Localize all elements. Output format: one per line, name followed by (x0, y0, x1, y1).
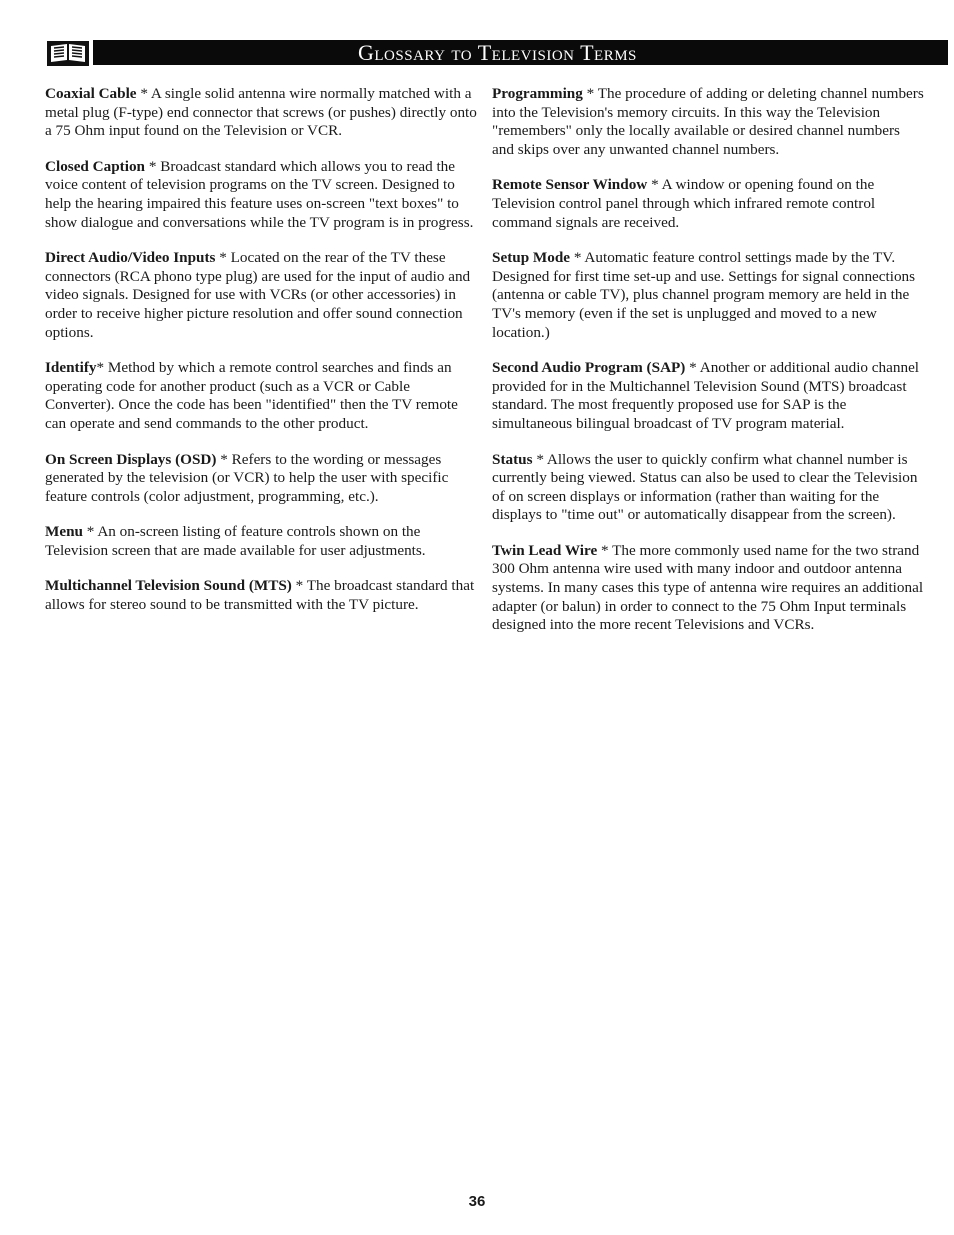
glossary-entry (45, 577, 477, 614)
glossary-definition: * The more commonly used name for the two strand 300 Ohm antenna wire used with many indoor and outdoor antenna systems. In many cases this type of antenna wire requires an additional adapter (or balun) in order to connect to the 75 Ohm Input terminals designed into the more recent Televisions and VCRs. (492, 541, 924, 634)
glossary-entry (492, 359, 924, 433)
glossary-term: Status (492, 450, 533, 468)
page-title: Glossary to Television Terms (358, 39, 637, 65)
glossary-definition: * A window or opening found on the Television control panel through which infrared remote control command signals are received. (492, 176, 876, 231)
page-header (45, 38, 948, 68)
glossary-entry (492, 249, 924, 342)
right-column (492, 85, 924, 652)
glossary-definition: * Method by which a remote control searches and finds an operating code for another product (such as a VCR or Cable Converter). Once the code has been "identified" then the TV remote can operate and send commands to the other product. (45, 359, 458, 432)
glossary-term: Direct Audio/Video Inputs (45, 249, 216, 267)
glossary-definition: * Located on the rear of the TV these connectors (RCA phono type plug) are used for the input of audio and video signals. Designed for use with VCRs (or other accessories) in order to receive higher picture resolution and offer sound connection options. (45, 249, 471, 341)
glossary-entry (45, 523, 477, 560)
glossary-entry (492, 176, 924, 232)
glossary-entry (45, 451, 477, 507)
glossary-entry (45, 359, 477, 433)
glossary-definition: * A single solid antenna wire normally matched with a metal plug (F-type) end connector that screws (or pushes) directly onto a 75 Ohm input found on the Television or VCR. (45, 85, 477, 140)
glossary-term: Remote Sensor Window (492, 176, 648, 194)
glossary-entry (45, 85, 477, 141)
glossary-entry (492, 542, 924, 635)
glossary-definition: * The broadcast standard that allows for stereo sound to be transmitted with the TV picture. (45, 577, 475, 614)
glossary-term: Twin Lead Wire (492, 541, 598, 559)
glossary-term: Second Audio Program (SAP) (492, 359, 686, 377)
glossary-entry (492, 85, 924, 159)
glossary-definition: * Another or additional audio channel provided for in the Multichannel Television Sound (MTS) broadcast standard. The most frequently proposed use for SAP is the simultaneous bilingual broadcast of TV program material. (492, 359, 920, 432)
glossary-definition: * Allows the user to quickly confirm what channel number is currently being viewed. Status can also be used to clear the Television of on screen displays or information (rather than waiting for the displays to "time out" or automatically disappear from the screen). (492, 450, 918, 524)
glossary-term: Coaxial Cable (45, 85, 137, 102)
glossary-definition: * Automatic feature control settings made by the TV. Designed for first time set-up and use. Settings for signal connections (antenna or cable TV), plus channel program memory are held in the TV's memory (even if the set is unplugged and moved to a new location.) (492, 249, 916, 341)
page-number: 36 (468, 1193, 486, 1210)
glossary-term: Menu (45, 523, 83, 541)
glossary-entry (492, 451, 924, 525)
glossary-term: Identify (45, 359, 97, 377)
glossary-definition: * An on-screen listing of feature controls shown on the Television screen that are made available for user adjustments. (45, 523, 426, 559)
glossary-term: Closed Caption (45, 157, 146, 175)
title-bar (93, 40, 948, 65)
book-icon (45, 38, 91, 68)
glossary-entry (45, 249, 477, 342)
glossary-term: Multichannel Television Sound (MTS) (45, 577, 292, 595)
glossary-definition: * Refers to the wording or messages generated by the television (or VCR) to help the user with specific feature controls (color adjustment, programming, etc.). (45, 450, 449, 505)
glossary-definition: * Broadcast standard which allows you to read the voice content of television programs on the TV screen. Designed to help the hearing impaired this feature uses on-screen "text boxes" to show dialogue and conversations while the TV program is in progress. (45, 157, 474, 231)
glossary-term: Setup Mode (492, 249, 571, 267)
glossary-entry (45, 158, 477, 232)
glossary-term: On Screen Displays (OSD) (45, 450, 217, 468)
glossary-term: Programming (492, 85, 583, 102)
left-column (45, 85, 477, 632)
glossary-definition: * The procedure of adding or deleting channel numbers into the Television's memory circuits. In this way the Television "remembers" only the locally available or desired channel numbers and skips over any unwanted channel numbers. (492, 85, 924, 158)
